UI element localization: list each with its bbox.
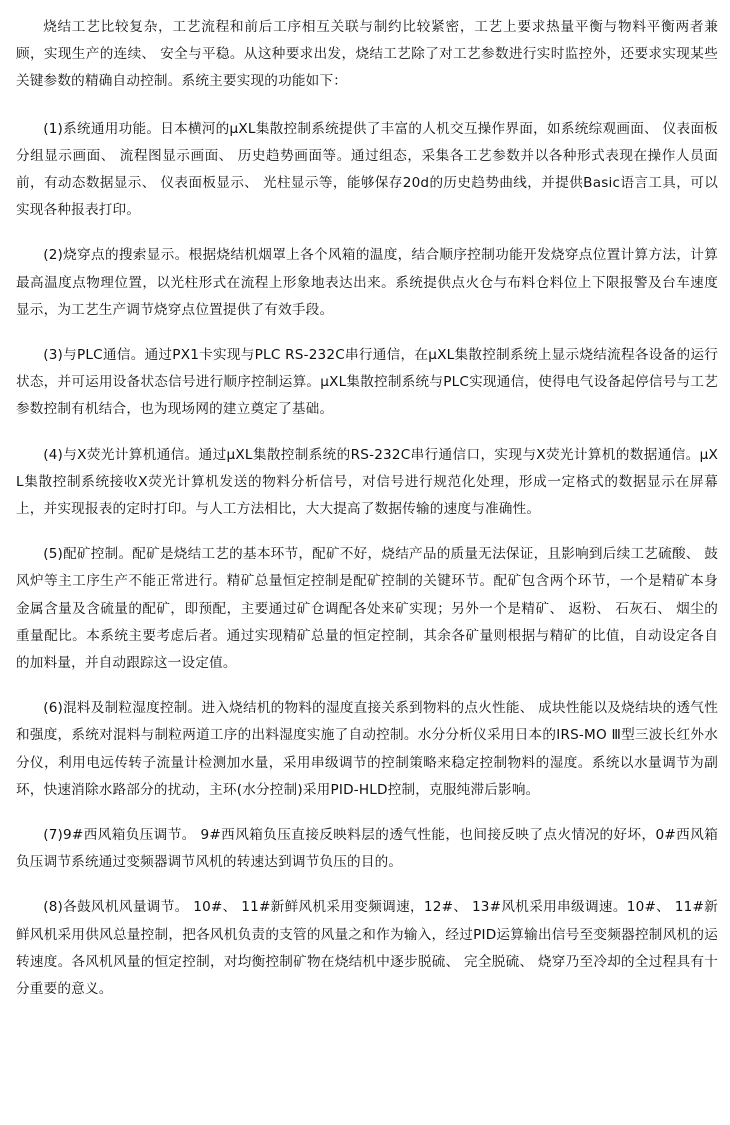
paragraph-humidity-control: (6)混料及制粒湿度控制。进入烧结机的物料的湿度直接关系到物料的点火性能、 成块性能以及烧结块的透气性和强度，系统对混料与制粒两道工序的出料湿度实施了自动控制。水分分析仪采用日本的IRS-MO Ⅲ型三波长红外水分仪，利用电远传转子流量计检测加水量，采用串级调节的控制策略来稳定控制物料的湿度。系统以水量调节为副环，快速消除水路部分的扰动，主环(水分控制)采用PID-HLD控制，克服纯滞后影响。 xyxy=(16,700,718,798)
paragraph-general-functions: (1)系统通用功能。日本横河的μXL集散控制系统提供了丰富的人机交互操作界面，如系统综观画面、 仪表面板分组显示画面、 流程图显示画面、 历史趋势画面等。通过组态，采集各工艺参数并以各种形式表现在操作人员面前，有动态数据显示、 仪表面板显示、 光柱显示等，能够保存20d的历史趋势曲线，并提供Basic语言工具，可以实现各种报表打印。 xyxy=(16,120,718,219)
intro-paragraph: 烧结工艺比较复杂，工艺流程和前后工序相互关联与制约比较紧密，工艺上要求热量平衡与物料平衡两者兼顾，实现生产的连续、 安全与平稳。从这种要求出发，烧结工艺除了对工艺参数进行实时监控外，还要求实现某些关键参数的精确自动控制。系统主要实现的功能如下： xyxy=(16,19,718,90)
paragraph-wind-box-pressure: (7)9#西风箱负压调节。 9#西风箱负压直接反映料层的透气性能，也间接反映了点火情况的好坏，0#西风箱负压调节系统通过变频器调节风机的转速达到调节负压的目的。 xyxy=(16,827,718,871)
paragraph-plc-communication: (3)与PLC通信。通过PX1卡实现与PLC RS-232C串行通信，在μXL集散控制系统上显示烧结流程各设备的运行状态，并可运用设备状态信号进行顺序控制运算。μXL集散控制系统与PLC实现通信，使得电气设备起停信号与工艺参数控制有机结合，也为现场网的建立奠定了基础。 xyxy=(16,347,718,418)
paragraph-xray-communication: (4)与X荧光计算机通信。通过μXL集散控制系统的RS-232C串行通信口，实现与X荧光计算机的数据通信。μXL集散控制系统接收X荧光计算机发送的物料分析信号，对信号进行规范化处理，形成一定格式的数据显示在屏幕上，并实现报表的定时打印。与人工方法相比，大大提高了数据传输的速度与准确性。 xyxy=(16,446,718,518)
paragraph-burn-through-point: (2)烧穿点的搜索显示。根据烧结机烟罩上各个风箱的温度，结合顺序控制功能开发烧穿点位置计算方法，计算最高温度点物理位置，以光柱形式在流程上形象地表达出来。系统提供点火仓与布料仓料位上下限报警及台车速度显示，为工艺生产调节烧穿点位置提供了有效手段。 xyxy=(16,247,718,318)
paragraph-blower-air-volume: (8)各鼓风机风量调节。 10#、 11#新鲜风机采用变频调速，12#、 13#风机采用串级调速。10#、 11#新鲜风机采用供风总量控制，把各风机负责的支管的风量之和作为输入，经过PID运算输出信号至变频器控制风机的运转速度。各风机风量的恒定控制，对均衡控制矿物在烧结机中逐步脱硫、 完全脱硫、 烧穿乃至冷却的全过程具有十分重要的意义。 xyxy=(16,899,718,998)
paragraph-ore-blending: (5)配矿控制。配矿是烧结工艺的基本环节，配矿不好，烧结产品的质量无法保证，且影响到后续工艺硫酸、 鼓风炉等主工序生产不能正常进行。精矿总量恒定控制是配矿控制的关键环节。配矿包含两个环节，一个是精矿本身金属含量及含硫量的配矿，即预配，主要通过矿仓调配各处来矿实现；另外一个是精矿、 返粉、 石灰石、 烟尘的重量配比。本系统主要考虑后者。通过实现精矿总量的恒定控制，其余各矿量则根据与精矿的比值，自动设定各自的加料量，并自动跟踪这一设定值。 xyxy=(16,546,718,672)
